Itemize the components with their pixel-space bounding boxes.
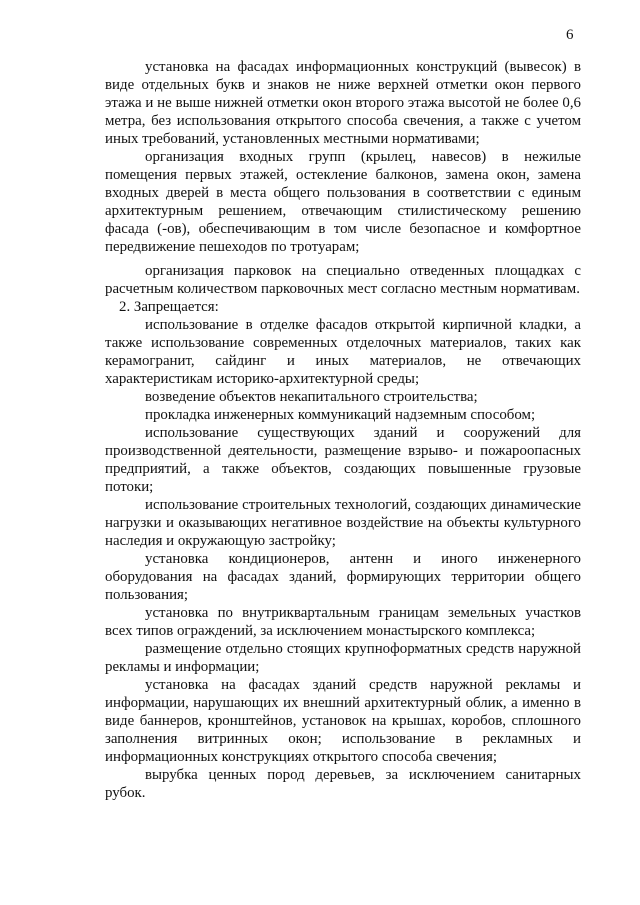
paragraph-temporary-buildings: возведение объектов некапитального строительства;	[145, 389, 478, 405]
paragraph-facade-advertising: установка на фасадах зданий средств наружной рекламы и информации, нарушающих их внешний архитектурный облик, а именно в виде баннеров, кронштейнов, установок на крышах, коробов, сплошного заполнения витринных окон; использование в рекламных и информационных конструкциях открытого способа свечения;	[105, 677, 581, 765]
paragraph-industrial-use: использование существующих зданий и сооружений для производственной деятельности, размещение взрыво- и пожароопасных предприятий, а также объектов, создающих повышенные грузовые потоки;	[105, 425, 581, 495]
paragraph-brickwork: использование в отделке фасадов открытой кирпичной кладки, а также использование современных отделочных материалов, таких как керамогранит, сайдинг и иных материалов, не отвечающих характеристикам историко-архитектурной среды;	[105, 317, 581, 387]
paragraph-overground-utilities: прокладка инженерных коммуникаций надземным способом;	[145, 407, 536, 423]
paragraph-facade-signage: установка на фасадах информационных конструкций (вывесок) в виде отдельных букв и знаков не ниже верхней отметки окон первого этажа и не выше нижней отметки окон второго этажа высотой не более 0,6 метра, без использования открытого способа свечения, а также с учетом иных требований, установленных местными нормативами;	[105, 59, 581, 147]
section-heading-prohibited: 2. Запрещается:	[119, 299, 219, 315]
paragraph-freestanding-ads: размещение отдельно стоящих крупноформатных средств наружной рекламы и информации;	[105, 641, 581, 675]
paragraph-parking: организация парковок на специально отведенных площадках с расчетным количеством парковочных мест согласно местным нормативам.	[105, 263, 581, 297]
paragraph-air-conditioners: установка кондиционеров, антенн и иного инженерного оборудования на фасадах зданий, формирующих территории общего пользования;	[105, 551, 581, 603]
paragraph-tree-felling: вырубка ценных пород деревьев, за исключением санитарных рубок.	[105, 767, 581, 801]
document-body	[105, 58, 581, 802]
paragraph-construction-technologies: использование строительных технологий, создающих динамические нагрузки и оказывающих негативное воздействие на объекты культурного наследия и окружающую застройку;	[105, 497, 581, 549]
paragraph-fences: установка по внутриквартальным границам земельных участков всех типов ограждений, за исключением монастырского комплекса;	[105, 605, 581, 639]
page-number: 6	[566, 27, 574, 43]
paragraph-entrance-groups: организация входных групп (крылец, навесов) в нежилые помещения первых этажей, остекление балконов, замена окон, замена входных дверей в места общего пользования в соответствии с единым архитектурным решением, отвечающим стилистическому решению фасада (-ов), обеспечивающим в том числе безопасное и комфортное передвижение пешеходов по тротуарам;	[105, 149, 581, 255]
